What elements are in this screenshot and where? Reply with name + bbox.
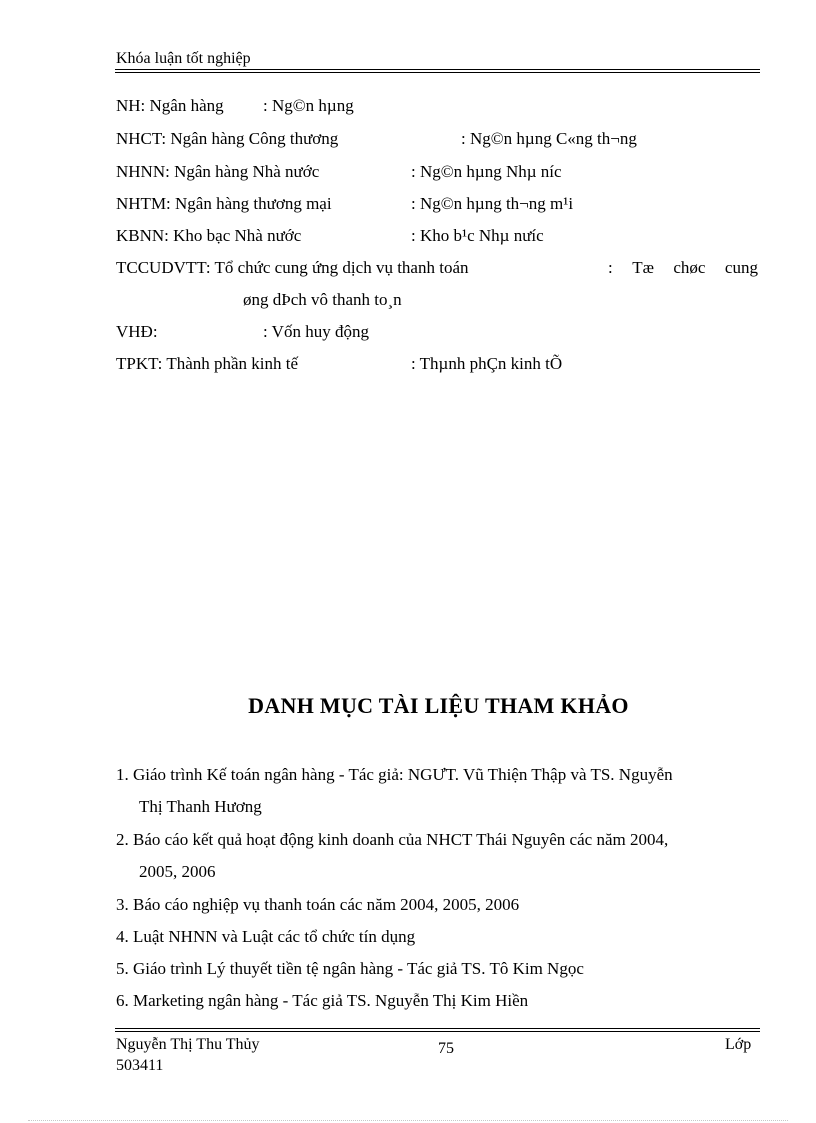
page-edge-dotted-line [28,1120,788,1121]
header-rule-top [115,69,760,70]
reference-item-line: 4. Luật NHNN và Luật các tổ chức tín dụng [116,927,416,946]
abbr-meaning: : Ng©n hµng C«ng th¬ng [461,129,637,148]
abbr-meaning-word: cung [724,258,758,277]
abbr-term: TPKT: Thành phần kinh tế [116,354,299,373]
abbr-term: VHĐ: [116,322,158,341]
abbr-meaning: : Ng©n hµng th¬ng m¹i [411,194,574,213]
abbr-term: KBNN: Kho bạc Nhà nước [116,226,302,245]
abbr-meaning-word: chøc [673,258,706,277]
reference-item-line: 2005, 2006 [139,862,216,881]
reference-item-line: Thị Thanh Hương [139,797,262,816]
footer-student-id: 503411 [116,1057,164,1074]
footer-author: Nguyễn Thị Thu Thủy [116,1036,260,1053]
footer-page-number: 75 [438,1040,454,1057]
abbr-meaning-continued: øng dÞch vô thanh to¸n [243,290,402,309]
abbr-term: NH: Ngân hàng [116,96,224,115]
abbr-term: NHTM: Ngân hàng thương mại [116,194,332,213]
page-header-title: Khóa luận tốt nghiệp [116,50,251,67]
abbr-term: TCCUDVTT: Tổ chức cung ứng dịch vụ thanh toán [116,258,469,277]
reference-item-line: 3. Báo cáo nghiệp vụ thanh toán các năm 2004, 2005, 2006 [116,895,520,914]
abbr-meaning: : Kho b¹c Nhµ nưíc [411,226,544,245]
footer-rule-bottom [115,1031,760,1032]
references-title: DANH MỤC TÀI LIỆU THAM KHẢO [248,693,629,718]
abbr-meaning-colon: : [608,258,613,277]
header-rule-bottom [115,72,760,73]
abbr-meaning-word: Tæ [632,258,654,277]
abbr-meaning: : Vốn huy động [263,322,369,341]
abbr-term: NHCT: Ngân hàng Công thương [116,129,339,148]
reference-item-line: 5. Giáo trình Lý thuyết tiền tệ ngân hàng - Tác giả TS. Tô Kim Ngọc [116,959,584,978]
reference-item-line: 1. Giáo trình Kế toán ngân hàng - Tác giả: NGƯT. Vũ Thiện Thập và TS. Nguyễn [116,765,673,784]
footer-class-label: Lớp [725,1036,752,1053]
footer-rule-top [115,1028,760,1029]
reference-item-line: 2. Báo cáo kết quả hoạt động kinh doanh của NHCT Thái Nguyên các năm 2004, [116,830,669,849]
reference-item-line: 6. Marketing ngân hàng - Tác giả TS. Nguyễn Thị Kim Hiền [116,991,529,1010]
abbr-meaning-justified [608,258,758,278]
abbr-meaning: : Thµnh phÇn kinh tÕ [411,354,563,373]
abbr-term: NHNN: Ngân hàng Nhà nước [116,162,320,181]
abbr-meaning: : Ng©n hµng Nhµ níc [411,162,562,181]
abbr-meaning: : Ng©n hµng [263,96,354,115]
